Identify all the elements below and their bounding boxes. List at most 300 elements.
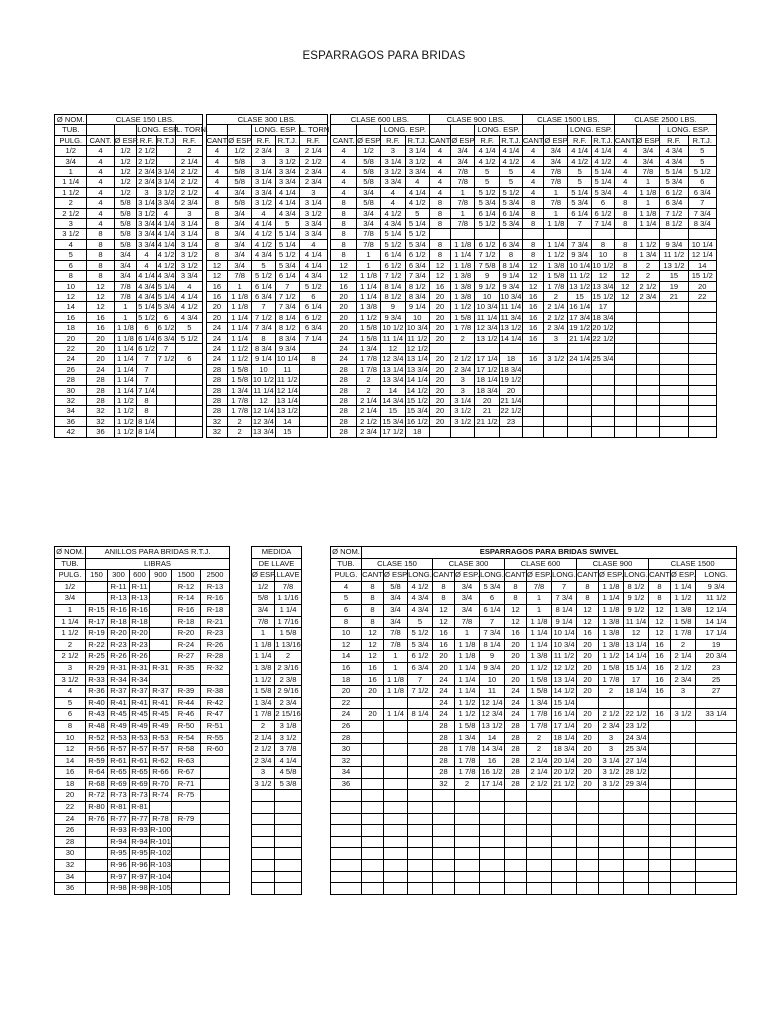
- table-cell: 12: [624, 628, 649, 640]
- table-row: [331, 813, 737, 825]
- table-cell: 12 1/4: [688, 250, 717, 260]
- table-cell: 1 1/8: [455, 651, 480, 663]
- table-cell: [299, 416, 327, 426]
- table-cell: 5: [500, 167, 523, 177]
- table-cell: [568, 343, 592, 353]
- table-cell: 32: [433, 778, 455, 790]
- table-cell: 12 1/2: [406, 343, 428, 353]
- table-row: [252, 709, 302, 721]
- header-cell: Ø ESP.: [228, 135, 253, 145]
- table-cell: 2 3/4: [138, 167, 155, 177]
- table-cell: R-101: [150, 836, 172, 848]
- table-cell: R-28: [201, 651, 230, 663]
- table-row: [55, 604, 230, 616]
- table-cell: 3 3/4: [275, 167, 299, 177]
- table-cell: 5/8: [114, 208, 137, 218]
- table-cell: 3 1/4: [176, 239, 203, 249]
- table-cell: [331, 813, 362, 825]
- table-cell: 5 1/4: [405, 219, 429, 229]
- table-cell: 22: [331, 697, 362, 709]
- table-cell: R-48: [86, 720, 108, 732]
- table-row: [252, 628, 302, 640]
- table-cell: [176, 375, 203, 385]
- table-cell: 6 1/2: [405, 250, 429, 260]
- table-cell: 20: [331, 323, 357, 333]
- header-cell: LONG.: [480, 570, 505, 582]
- table-cell: 8 1/4: [552, 604, 577, 616]
- table-cell: R-32: [201, 662, 230, 674]
- table-cell: 10 1/4: [276, 354, 298, 364]
- table-cell: [362, 744, 384, 756]
- table-cell: 8: [331, 208, 357, 218]
- table-cell: 4 3/4: [380, 219, 405, 229]
- table-cell: [660, 406, 688, 416]
- table-cell: 1 5/8: [451, 312, 475, 322]
- table-cell: 7 1/4: [592, 219, 615, 229]
- table-row: [55, 732, 230, 744]
- table-cell: R-78: [150, 813, 172, 825]
- table-cell: R-93: [108, 825, 130, 837]
- table-cell: [384, 883, 408, 895]
- table-cell: 8: [649, 581, 671, 593]
- header-cell: R.F.: [660, 135, 688, 145]
- table-cell: 8: [429, 250, 451, 260]
- table-cell: R-64: [86, 767, 108, 779]
- table-cell: 8: [577, 593, 599, 605]
- table-cell: [408, 883, 433, 895]
- table-cell: 13 1/2: [480, 720, 505, 732]
- table-cell: 2 3/4: [357, 427, 381, 437]
- table-cell: 17 1/2: [382, 427, 404, 437]
- table-cell: 4 3/4: [299, 271, 327, 281]
- table-cell: 7/8: [451, 177, 475, 187]
- table-cell: 9 1/4: [500, 271, 523, 281]
- table-cell: R-22: [86, 639, 108, 651]
- table-cell: 4 5/8: [275, 767, 302, 779]
- table-cell: 1 1/8: [455, 639, 480, 651]
- table-cell: 17 1/4: [480, 778, 505, 790]
- table-cell: 24 1/4: [569, 354, 591, 364]
- table-cell: R-41: [130, 697, 150, 709]
- table-cell: 12: [649, 628, 671, 640]
- table-cell: 7/8: [455, 616, 480, 628]
- table-cell: [299, 406, 327, 416]
- table-cell: [362, 720, 384, 732]
- table-cell: 3/4: [451, 146, 475, 156]
- table-cell: 8 3/4: [275, 333, 299, 343]
- table-row: [55, 628, 230, 640]
- table-cell: R-57: [130, 744, 150, 756]
- table-cell: 30: [55, 848, 86, 860]
- table-cell: [362, 871, 384, 883]
- table-cell: 28: [505, 732, 527, 744]
- table-cell: [688, 406, 717, 416]
- table-cell: 32: [331, 755, 362, 767]
- table-cell: 17 1/4: [552, 720, 577, 732]
- table-cell: 16: [87, 323, 114, 333]
- table-cell: 5 1/2: [688, 167, 717, 177]
- header-cell: Ø NOM.: [331, 547, 362, 559]
- table-cell: 24: [206, 323, 228, 333]
- table-cell: [433, 813, 455, 825]
- table-cell: 3/4: [544, 156, 568, 166]
- table-cell: [201, 674, 230, 686]
- table-cell: 2: [636, 271, 660, 281]
- table-cell: 9 3/4: [660, 239, 688, 249]
- table-cell: R-79: [172, 813, 201, 825]
- table-cell: 1/2: [252, 581, 275, 593]
- table-cell: 7/8: [527, 581, 552, 593]
- table-cell: [577, 697, 599, 709]
- table-cell: [636, 333, 660, 343]
- table-cell: [568, 427, 592, 437]
- table-cell: R-75: [172, 790, 201, 802]
- table-row: [252, 639, 302, 651]
- table-cell: 2: [275, 651, 302, 663]
- table-cell: 5 1/4: [275, 229, 299, 239]
- table-cell: 4: [331, 187, 357, 197]
- table-cell: 7 3/4: [688, 208, 717, 218]
- table-cell: 5 1/2: [380, 239, 405, 249]
- table-cell: 1 1/8: [636, 208, 660, 218]
- table-cell: 7 1/2: [275, 291, 299, 301]
- table-cell: 6 3/4: [500, 239, 523, 249]
- table-cell: 4: [252, 208, 276, 218]
- table-cell: [636, 395, 660, 405]
- table-cell: 4 1/2: [157, 260, 175, 270]
- header-cell: [429, 125, 451, 135]
- table-cell: 1 1/2: [544, 250, 568, 260]
- table-cell: 1 1/8: [451, 239, 475, 249]
- table-cell: [649, 720, 671, 732]
- table-cell: 5: [408, 616, 433, 628]
- table-cell: 11 1/2: [660, 250, 688, 260]
- table-cell: 3/4: [455, 593, 480, 605]
- table-cell: 12: [252, 395, 276, 405]
- table-cell: 5 3/4: [475, 198, 500, 208]
- table-cell: 8 3/4: [405, 291, 429, 301]
- table-cell: 12: [614, 291, 636, 301]
- table-cell: [252, 825, 275, 837]
- table-cell: 1 1/4: [228, 323, 252, 333]
- table-cell: R-36: [86, 686, 108, 698]
- header-cell: CANT: [649, 570, 671, 582]
- table-cell: 4: [137, 250, 156, 260]
- table-cell: 20: [577, 767, 599, 779]
- table-cell: 14 1/2: [406, 385, 428, 395]
- table-cell: [150, 593, 172, 605]
- table-cell: [362, 813, 384, 825]
- table-cell: 8: [592, 239, 615, 249]
- table-cell: 16: [433, 628, 455, 640]
- table-cell: [614, 343, 636, 353]
- table-cell: R-80: [86, 802, 108, 814]
- table-cell: [688, 395, 717, 405]
- table-cell: [649, 744, 671, 756]
- header-cell: PULG.: [331, 570, 362, 582]
- table-cell: [86, 860, 108, 872]
- table-cell: [649, 883, 671, 895]
- table-cell: 3 1/2: [599, 767, 624, 779]
- table-cell: R-26: [201, 639, 230, 651]
- table-cell: R-71: [172, 778, 201, 790]
- table-cell: 11 1/2: [277, 375, 298, 385]
- table-cell: 4 1/2: [408, 581, 433, 593]
- table-cell: 2 1/2: [636, 281, 660, 291]
- table-cell: 8 1/4: [500, 260, 523, 270]
- table-cell: 6: [592, 198, 615, 208]
- table-cell: R-24: [172, 639, 201, 651]
- table-cell: [527, 848, 552, 860]
- table-cell: 4 1/2: [405, 198, 429, 208]
- table-cell: [624, 860, 649, 872]
- table-cell: [522, 416, 544, 426]
- table-cell: [252, 813, 275, 825]
- table-cell: 1 7/8: [455, 744, 480, 756]
- table-cell: 14: [55, 755, 86, 767]
- table-cell: 21 1/2: [476, 416, 498, 426]
- table-cell: [568, 229, 592, 239]
- header-cell: [522, 125, 544, 135]
- header-row: [55, 570, 230, 582]
- table-cell: R-33: [86, 674, 108, 686]
- table-cell: 3 7/8: [275, 744, 302, 756]
- table-cell: 7/8: [544, 198, 568, 208]
- table-cell: 20: [331, 302, 357, 312]
- table-cell: 5 1/4: [157, 281, 175, 291]
- table-cell: [527, 871, 552, 883]
- table-cell: [592, 406, 615, 416]
- table-cell: 7 1/2: [380, 271, 405, 281]
- table-cell: 20: [505, 674, 527, 686]
- table-cell: [331, 871, 362, 883]
- table-cell: 1 7/8: [527, 709, 552, 721]
- table-cell: 13 1/2: [476, 333, 498, 343]
- table-cell: R-34: [130, 674, 150, 686]
- table-cell: [527, 790, 552, 802]
- table-cell: [384, 720, 408, 732]
- table-cell: [331, 790, 362, 802]
- table-cell: [150, 674, 172, 686]
- table-cell: 23: [696, 662, 737, 674]
- table-cell: [649, 802, 671, 814]
- table-cell: 1: [55, 604, 86, 616]
- table-cell: 1 1/4: [228, 333, 252, 343]
- table-cell: [649, 836, 671, 848]
- table-row: [252, 871, 302, 883]
- table-cell: 4 3/4: [660, 156, 688, 166]
- table-cell: R-26: [108, 651, 130, 663]
- table-cell: 1 1/2: [55, 187, 87, 197]
- table-cell: 8: [433, 593, 455, 605]
- table-cell: 2: [451, 333, 475, 343]
- table-cell: 16: [206, 291, 228, 301]
- table-cell: 7: [156, 343, 175, 353]
- table-cell: 15: [660, 271, 688, 281]
- table-cell: 20 1/4: [552, 755, 577, 767]
- table-cell: 16: [206, 281, 228, 291]
- header-cell: [357, 125, 381, 135]
- table-cell: 14 3/4: [480, 744, 505, 756]
- table-cell: R-73: [108, 790, 130, 802]
- table-cell: 5 1/2: [138, 312, 155, 322]
- table-cell: 4 1/4: [252, 219, 276, 229]
- table-cell: [624, 813, 649, 825]
- table-cell: 8: [614, 208, 636, 218]
- table-cell: 26: [55, 825, 86, 837]
- table-cell: [671, 813, 696, 825]
- table-cell: [505, 836, 527, 848]
- table-cell: [688, 427, 717, 437]
- table-cell: [150, 628, 172, 640]
- table-cell: R-94: [130, 836, 150, 848]
- table-cell: 5 3/4: [568, 198, 592, 208]
- table-cell: 18: [55, 323, 87, 333]
- table-cell: R-26: [130, 651, 150, 663]
- table-cell: 12: [649, 604, 671, 616]
- table-cell: [671, 802, 696, 814]
- table-cell: [433, 802, 455, 814]
- table-cell: 12 3/4: [382, 354, 404, 364]
- table-cell: 3 1/2: [380, 167, 405, 177]
- header-cell: CANT.: [522, 135, 545, 145]
- table-cell: 1 7/8: [544, 281, 568, 291]
- table-cell: 4: [429, 187, 451, 197]
- table-cell: 28: [206, 385, 228, 395]
- table-cell: [688, 302, 717, 312]
- table-cell: R-43: [86, 709, 108, 721]
- header-cell: TUB.: [55, 125, 87, 135]
- table-cell: [176, 385, 203, 395]
- table-cell: 3 1/2: [252, 198, 276, 208]
- table-cell: 24: [206, 333, 228, 343]
- table-cell: 3 1/2: [176, 260, 203, 270]
- table-row: [252, 778, 302, 790]
- table-cell: 1 7/8: [228, 406, 252, 416]
- table-cell: [408, 778, 433, 790]
- table-cell: [201, 860, 230, 872]
- table-cell: [362, 836, 384, 848]
- table-cell: 7 1/4: [138, 385, 155, 395]
- header-row: [331, 547, 737, 559]
- table-cell: 36: [55, 883, 86, 895]
- table-cell: 6 3/4: [299, 323, 327, 333]
- header-cell: CANT: [433, 570, 455, 582]
- table-cell: 24 3/4: [624, 732, 649, 744]
- table-cell: 14 1/4: [624, 651, 649, 663]
- table-cell: [201, 848, 230, 860]
- header-cell: R.T.J.: [593, 135, 613, 145]
- table-cell: [362, 778, 384, 790]
- table-cell: 1 1/2: [451, 302, 475, 312]
- table-cell: [505, 860, 527, 872]
- table-cell: [331, 802, 362, 814]
- table-cell: [252, 836, 275, 848]
- table-cell: 1 3/8: [599, 616, 624, 628]
- table-cell: [688, 416, 717, 426]
- table-cell: R-61: [130, 755, 150, 767]
- table-cell: 1: [228, 281, 252, 291]
- table-cell: 27 1/4: [624, 755, 649, 767]
- table-cell: 3/4: [455, 581, 480, 593]
- table-cell: 20: [55, 333, 87, 343]
- table-cell: 3/4: [455, 604, 480, 616]
- table-cell: 14 3/4: [382, 395, 404, 405]
- table-cell: [577, 825, 599, 837]
- table-cell: [688, 312, 717, 322]
- table-cell: 16: [649, 651, 671, 663]
- table-cell: 16: [649, 674, 671, 686]
- table-cell: 14 1/4: [500, 333, 522, 343]
- table-cell: [362, 697, 384, 709]
- table-cell: 3 1/2: [599, 778, 624, 790]
- table-cell: 3 1/4: [252, 177, 276, 187]
- table-cell: 32: [206, 427, 228, 437]
- table-cell: 4 1/2: [252, 239, 276, 249]
- table-cell: [568, 364, 592, 374]
- table-cell: [544, 375, 568, 385]
- table-cell: [172, 825, 201, 837]
- table-cell: [552, 883, 577, 895]
- table-cell: 6: [156, 312, 175, 322]
- table-cell: 5 1/2: [405, 229, 429, 239]
- table-cell: 1 1/16: [275, 593, 302, 605]
- table-cell: 28: [331, 385, 357, 395]
- table-cell: [362, 790, 384, 802]
- table-cell: 4 1/2: [157, 250, 175, 260]
- table-cell: 8: [362, 616, 384, 628]
- table-cell: 12 1/4: [276, 385, 298, 395]
- table-cell: [505, 802, 527, 814]
- table-cell: 16: [505, 628, 527, 640]
- table-cell: [636, 323, 660, 333]
- table-cell: 3 1/4: [252, 167, 276, 177]
- header-cell: ESPARRAGOS PARA BRIDAS SWIVEL: [362, 547, 737, 559]
- table-cell: 4 1/4: [176, 291, 203, 301]
- header-cell: L. TORN.: [176, 125, 209, 135]
- table-cell: 8: [505, 593, 527, 605]
- table-cell: 3 1/8: [275, 720, 302, 732]
- table-row: [331, 639, 737, 651]
- table-cell: 24: [331, 354, 357, 364]
- table-cell: R-49: [130, 720, 150, 732]
- table-cell: R-77: [108, 813, 130, 825]
- table-cell: 32: [87, 416, 114, 426]
- table-cell: 3 3/4: [380, 177, 405, 187]
- table-cell: R-52: [86, 732, 108, 744]
- header-cell: R.F.: [568, 135, 592, 145]
- table-cell: 2 1/2: [176, 177, 203, 187]
- table-cell: [275, 802, 302, 814]
- table-cell: 1 1/2: [636, 239, 660, 249]
- table-cell: 7/8: [544, 167, 568, 177]
- table-row: [55, 333, 717, 343]
- table-cell: [156, 427, 175, 437]
- table-cell: 13 1/4: [624, 639, 649, 651]
- table-cell: 14: [480, 732, 505, 744]
- header-cell: Ø ESP.: [451, 135, 476, 145]
- table-cell: 5/8: [357, 177, 381, 187]
- table-cell: 10: [475, 291, 500, 301]
- table-cell: 4 3/4: [176, 312, 203, 322]
- table-cell: 5 1/4: [660, 167, 688, 177]
- table-cell: 20: [331, 312, 357, 322]
- table-cell: [362, 848, 384, 860]
- table-cell: 2 1/4: [357, 406, 381, 416]
- table-cell: 1/2: [114, 146, 137, 156]
- table-cell: 1 7/8: [527, 720, 552, 732]
- table-row: [252, 860, 302, 872]
